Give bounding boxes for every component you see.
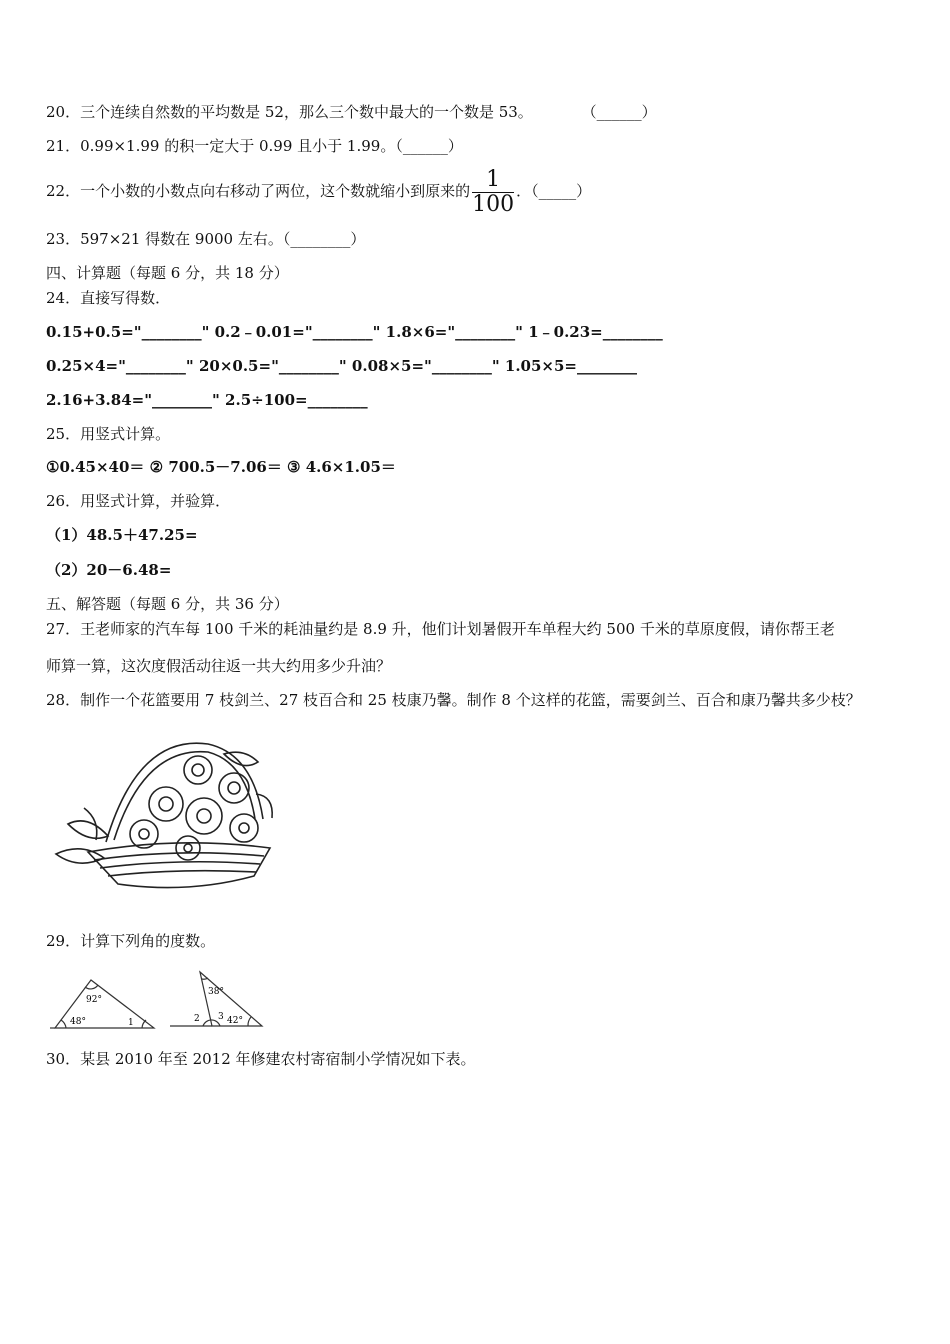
angle-label-3: 3: [218, 1012, 224, 1022]
question-29: [46, 931, 215, 951]
angle-label-top: 92°: [86, 995, 102, 1005]
question-23-text: 23．597×21 得数在 9000 左右。（________）: [46, 230, 366, 248]
triangle-figure-1: [50, 974, 160, 1036]
section-5-heading: [46, 594, 289, 614]
calc-row-2: 0.25×4="________" 20×0.5="________" 0.08×5="________" 1.05×5=________: [46, 357, 637, 375]
question-22-text: 22．一个小数的小数点向右移动了两位，这个数就缩小到原来的: [46, 182, 471, 200]
angle-label-left: 48°: [70, 1017, 86, 1027]
question-20: [46, 102, 657, 122]
question-29-text: 29．计算下列角的度数。: [46, 932, 216, 950]
question-24: [46, 288, 170, 308]
question-26-item-1: （1）48.5＋47.25=: [46, 526, 198, 544]
calc-row-1: 0.15+0.5="________" 0.2﹣0.01="________" 1.8×6="________" 1﹣0.23=________: [46, 323, 663, 341]
question-22-tail: ．（_____）: [516, 182, 592, 200]
question-21-text: 21．0.99×1.99 的积一定大于 0.99 且小于 1.99。（______）: [46, 137, 463, 155]
question-26-item-2: （2）20－6.48=: [46, 561, 172, 579]
question-26: [46, 491, 230, 511]
angle-label-top: 38°: [208, 987, 224, 997]
question-28: [46, 690, 861, 710]
vertical-calc-items: ①0.45×40＝ ② 700.5－7.06＝ ③ 4.6×1.05＝: [46, 458, 396, 476]
question-25-text: 25．用竖式计算。: [46, 425, 171, 443]
question-23: [46, 229, 365, 249]
question-30: [46, 1049, 476, 1069]
question-24-text: 24．直接写得数．: [46, 289, 171, 307]
question-30-text: 30．某县 2010 年至 2012 年修建农村寄宿制小学情况如下表。: [46, 1050, 476, 1068]
flower-basket-image: [48, 724, 278, 896]
triangle-figure-2: [168, 968, 268, 1032]
fraction: [472, 166, 515, 217]
question-20-text: 20．三个连续自然数的平均数是 52，那么三个数中最大的一个数是 53。: [46, 103, 533, 121]
question-22: [46, 168, 591, 216]
fraction-numerator: 1: [486, 166, 501, 192]
angle-label-right: 42°: [227, 1016, 243, 1026]
section-4-heading: [46, 263, 289, 283]
fraction-denominator: 100: [472, 191, 515, 217]
section-5-text: 五、解答题（每题 6 分，共 36 分）: [46, 595, 289, 613]
angle-label-2: 2: [194, 1014, 200, 1024]
answer-blank: （______）: [581, 103, 657, 121]
question-28-text: 28．制作一个花篮要用 7 枝剑兰、27 枝百合和 25 枝康乃馨。制作 8 个这样的花篮，需要剑兰、百合和康乃馨共多少枝？: [46, 691, 861, 709]
question-25: [46, 424, 170, 444]
question-26-text: 26．用竖式计算，并验算．: [46, 492, 231, 510]
question-27-line-1: 27．王老师家的汽车每 100 千米的耗油量约是 8.9 升，他们计划暑假开车单程大约 500 千米的草原度假，请你帮王老: [46, 620, 835, 638]
question-27-line-2: 师算一算，这次度假活动往返一共大约用多少升油？: [46, 657, 392, 675]
calc-row-3: 2.16+3.84="________" 2.5÷100=________: [46, 391, 368, 409]
angle-label-right: 1: [128, 1018, 134, 1028]
question-21: [46, 136, 463, 156]
section-4-text: 四、计算题（每题 6 分，共 18 分）: [46, 264, 289, 282]
